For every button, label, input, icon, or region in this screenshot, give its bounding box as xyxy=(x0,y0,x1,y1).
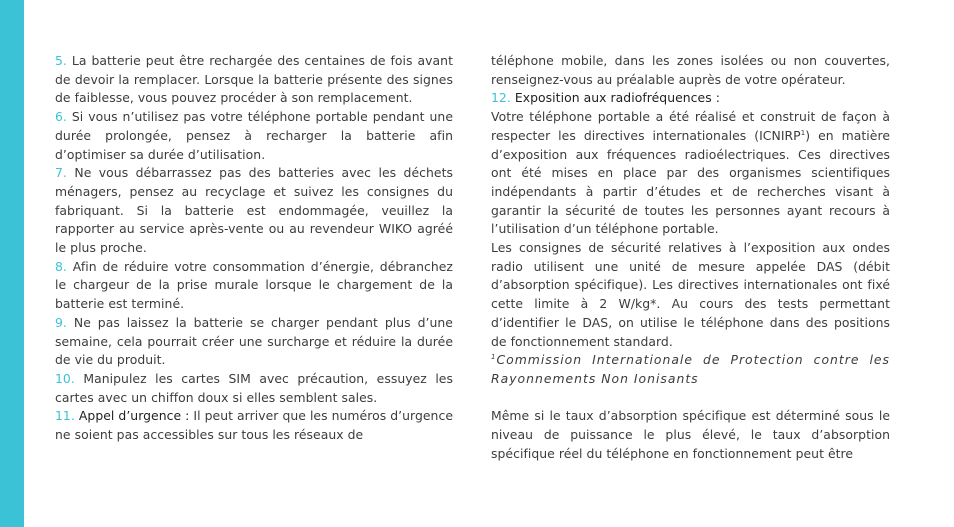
item-6 xyxy=(55,108,453,164)
spacer xyxy=(491,389,890,408)
left-column xyxy=(55,52,453,445)
paragraph-text: Votre téléphone portable a été réalisé et construit de façon à respecter les directives internationales (ICNIRP xyxy=(491,109,890,143)
right-column xyxy=(491,52,890,463)
section-12-title xyxy=(491,89,890,108)
item-text: Ne pas laissez la batterie se charger pendant plus d’une semaine, cela pourrait créer une surcharge et réduire la durée de vie du produit. xyxy=(55,314,453,368)
item-text: Manipulez les cartes SIM avec précaution, essuyez les cartes avec un chiffon doux si elles semblent sales. xyxy=(55,370,453,405)
footnote-text: Commission Internationale de Protection contre les Rayonnements Non Ionisants xyxy=(491,352,890,386)
item-9 xyxy=(55,314,453,370)
paragraph-text: ) en matière d’exposition aux fréquences radioélectriques. Ces directives ont été mises en place par des organismes scientifiques indépendants à partir d’études et de recherches visant à garantir la sécurité de toutes les personnes ayant recours à l’utilisation d’un téléphone portable. xyxy=(491,127,890,237)
item-number: 5. xyxy=(55,53,67,68)
item-heading: Appel d’urgence : xyxy=(78,408,190,424)
item-number: 7. xyxy=(55,165,67,181)
item-number: 8. xyxy=(55,258,67,274)
item-8 xyxy=(55,258,453,314)
item-text: Ne vous débarrassez pas des batteries avec les déchets ménagers, pensez au recyclage et suivez les consignes du fabriquant. Si la batterie est endommagée, veuillez la rapporter au service après-vente ou au revendeur WIKO agréé le plus proche. xyxy=(55,165,453,256)
item-text: Afin de réduire votre consommation d’énergie, débranchez le chargeur de la prise murale lorsque le chargement de la batterie est terminé. xyxy=(55,258,453,312)
item-text: Si vous n’utilisez pas votre téléphone portable pendant une durée prolongée, pensez à recharger la batterie afin d’optimiser sa durée d’utilisation. xyxy=(55,109,453,162)
item-11 xyxy=(55,407,453,444)
paragraph-absorption: Même si le taux d’absorption spécifique est déterminé sous le niveau de puissance le plus élevé, le taux d’absorption spécifique réel du téléphone en fonctionnement peut être xyxy=(491,408,890,461)
item-number: 9. xyxy=(55,314,67,330)
paragraph-das: Les consignes de sécurité relatives à l’exposition aux ondes radio utilisent une unité de mesure appelée DAS (débit d’absorption spécifique). Les directives internationales ont fixé cette limite à 2 W/kg*. Au cours des tests permettant d’identifier le DAS, on utilise le téléphone dans des positions de fonctionnement standard. xyxy=(491,240,890,349)
paragraph-icnirp xyxy=(491,108,890,239)
footnote-marker: 1 xyxy=(491,353,497,362)
item-number: 6. xyxy=(55,109,67,125)
item-text: La batterie peut être rechargée des centaines de fois avant de devoir la remplacer. Lorsque la batterie présente des signes de faiblesse, vous pouvez procéder à son remplacement. xyxy=(55,53,453,106)
item-10 xyxy=(55,370,453,407)
accent-stripe xyxy=(0,0,24,527)
item-text: Il peut arriver que les numéros d’urgence ne soient pas accessibles sur tous les réseaux de xyxy=(55,408,453,443)
footnote-marker: 1 xyxy=(800,128,806,137)
footnote xyxy=(491,351,890,388)
item-number: 10. xyxy=(55,370,75,386)
continuation-text: téléphone mobile, dans les zones isolées ou non couvertes, renseignez-vous au préalable auprès de votre opérateur. xyxy=(491,53,890,87)
section-number: 12. xyxy=(491,90,511,106)
section-heading: Exposition aux radiofréquences : xyxy=(514,90,720,106)
item-5 xyxy=(55,52,453,108)
item-7 xyxy=(55,164,453,258)
item-number: 11. xyxy=(55,408,75,424)
